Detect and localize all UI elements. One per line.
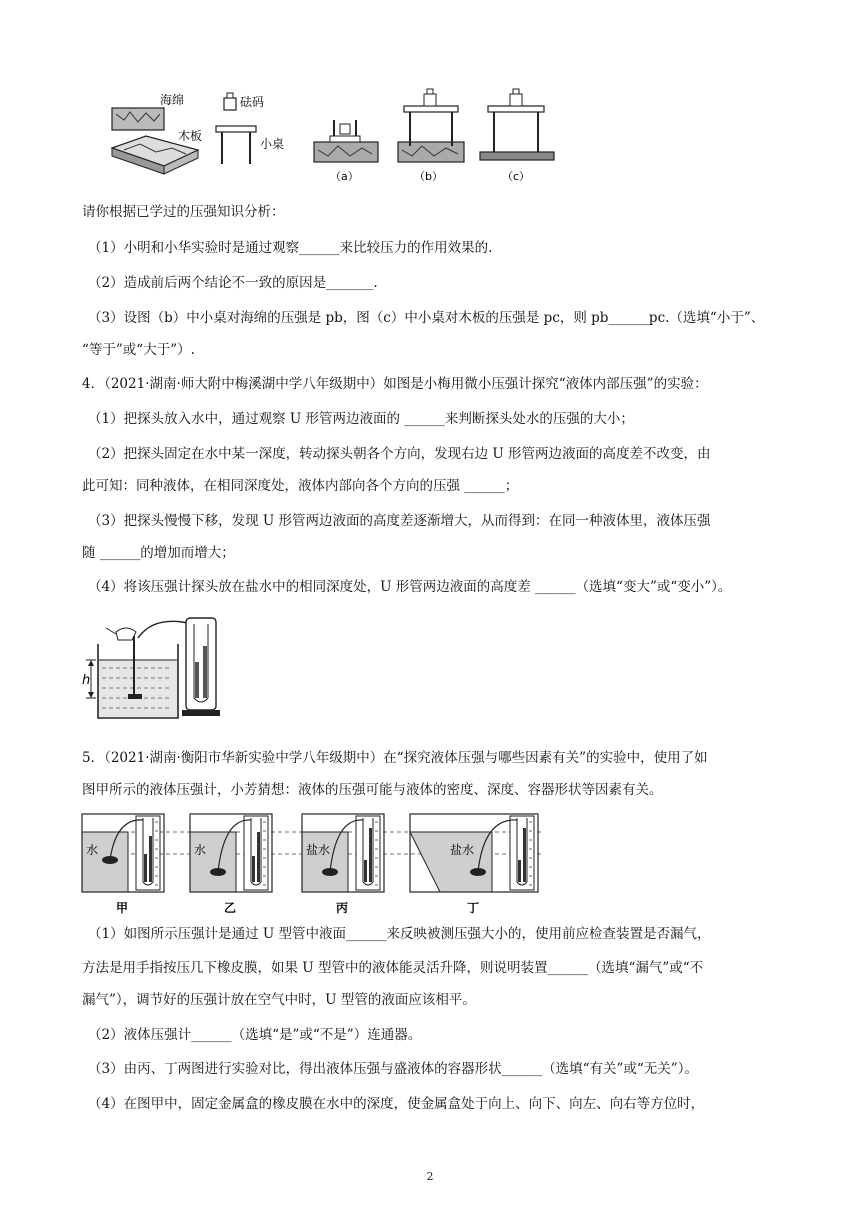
page-number: 2 — [426, 1170, 434, 1183]
q4-part4: （4）将该压强计探头放在盐水中的相同深度处，U 形管两边液面的高度差 ______（选填“变大”或“变小”）。 — [88, 579, 732, 595]
panel-label-1: 甲 — [116, 901, 129, 915]
figure-micro-pressure-gauge — [82, 614, 232, 726]
label-c: （c） — [502, 170, 531, 183]
label-b: （b） — [414, 170, 443, 183]
q4-part2-line2: 此可知：同种液体，在相同深度处，液体内部向各个方向的压强 ______； — [82, 478, 519, 494]
label-board: 木板 — [178, 129, 203, 143]
label-weight: 砝码 — [240, 95, 265, 109]
label-table: 小桌 — [260, 137, 285, 151]
liquid-label-3: 盐水 — [306, 843, 331, 857]
q5-part3: （3）由丙、丁两图进行实验对比，得出液体压强与盛液体的容器形状______（选填“有关”或“无关”）。 — [88, 1061, 698, 1077]
table-shape — [216, 126, 256, 132]
liquid-label-2: 水 — [194, 843, 207, 857]
panel-label-3: 丙 — [336, 901, 349, 915]
weight-shape — [224, 98, 236, 110]
q4-title: 4．（2021·湖南·师大附中梅溪湖中学八年级期中）如图是小梅用微小压强计探究“液体内部压强”的实验： — [82, 376, 708, 392]
q3-part3-line1: （3）设图（b）中小桌对海绵的压强是 pb，图（c）中小桌对木板的压强是 pc，则 pb______pc.（选填“小于”、 — [88, 310, 765, 326]
liquid-label-1: 水 — [86, 843, 99, 857]
label-h: h — [82, 673, 91, 688]
figure-four-gauges — [80, 806, 544, 916]
q5-title-line2: 图甲所示的液体压强计，小芳猜想：液体的压强可能与液体的密度、深度、容器形状等因素有关。 — [82, 782, 663, 798]
u-tube-gauge — [186, 618, 216, 710]
q5-part1-line1: （1）如图所示压强计是通过 U 型管中液面______来反映被测压强大小的，使用前应检查装置是否漏气， — [88, 926, 711, 942]
q4-part1: （1）把探头放入水中，通过观察 U 形管两边液面的 ______来判断探头处水的压强的大小； — [88, 411, 634, 427]
q3-part2: （2）造成前后两个结论不一致的原因是_______. — [88, 275, 378, 291]
q5-part2: （2）液体压强计______（选填“是”或“不是”）连通器。 — [88, 1027, 422, 1043]
q5-part4: （4）在图甲中，固定金属盒的橡皮膜在水中的深度，使金属盒处于向上、向下、向左、向右等方位时， — [88, 1096, 705, 1112]
q3-part3-line2: “等于”或“大于”）. — [82, 342, 195, 358]
panel-label-2: 乙 — [224, 901, 237, 915]
q5-part1-line2: 方法是用手指按压几下橡皮膜，如果 U 型管中的液体能灵活升降，则说明装置______（选填“漏气”或“不 — [82, 960, 704, 976]
q3-intro: 请你根据已学过的压强知识分析： — [82, 204, 285, 220]
panel-label-4: 丁 — [467, 901, 480, 915]
q4-part3-line1: （3）把探头慢慢下移，发现 U 形管两边液面的高度差逐渐增大，从而得到：在同一种液体里，液体压强 — [88, 513, 711, 529]
q3-part1: （1）小明和小华实验时是通过观察______来比较压力的作用效果的. — [88, 240, 493, 256]
q4-part2-line1: （2）把探头固定在水中某一深度，转动探头朝各个方向，发现右边 U 形管两边液面的高度差不改变，由 — [88, 446, 711, 462]
liquid-label-4: 盐水 — [450, 843, 475, 857]
q4-part3-line2: 随 ______的增加而增大； — [82, 545, 235, 561]
label-sponge: 海绵 — [160, 93, 185, 107]
q5-part1-line3: 漏气”），调节好的压强计放在空气中时，U 型管的液面应该相平。 — [82, 992, 476, 1008]
figure-pressure-experiment — [100, 84, 570, 184]
q5-title-line1: 5．（2021·湖南·衡阳市华新实验中学八年级期中）在“探究液体压强与哪些因素有关”的实验中，使用了如 — [82, 750, 708, 766]
label-a: （a） — [330, 170, 359, 183]
